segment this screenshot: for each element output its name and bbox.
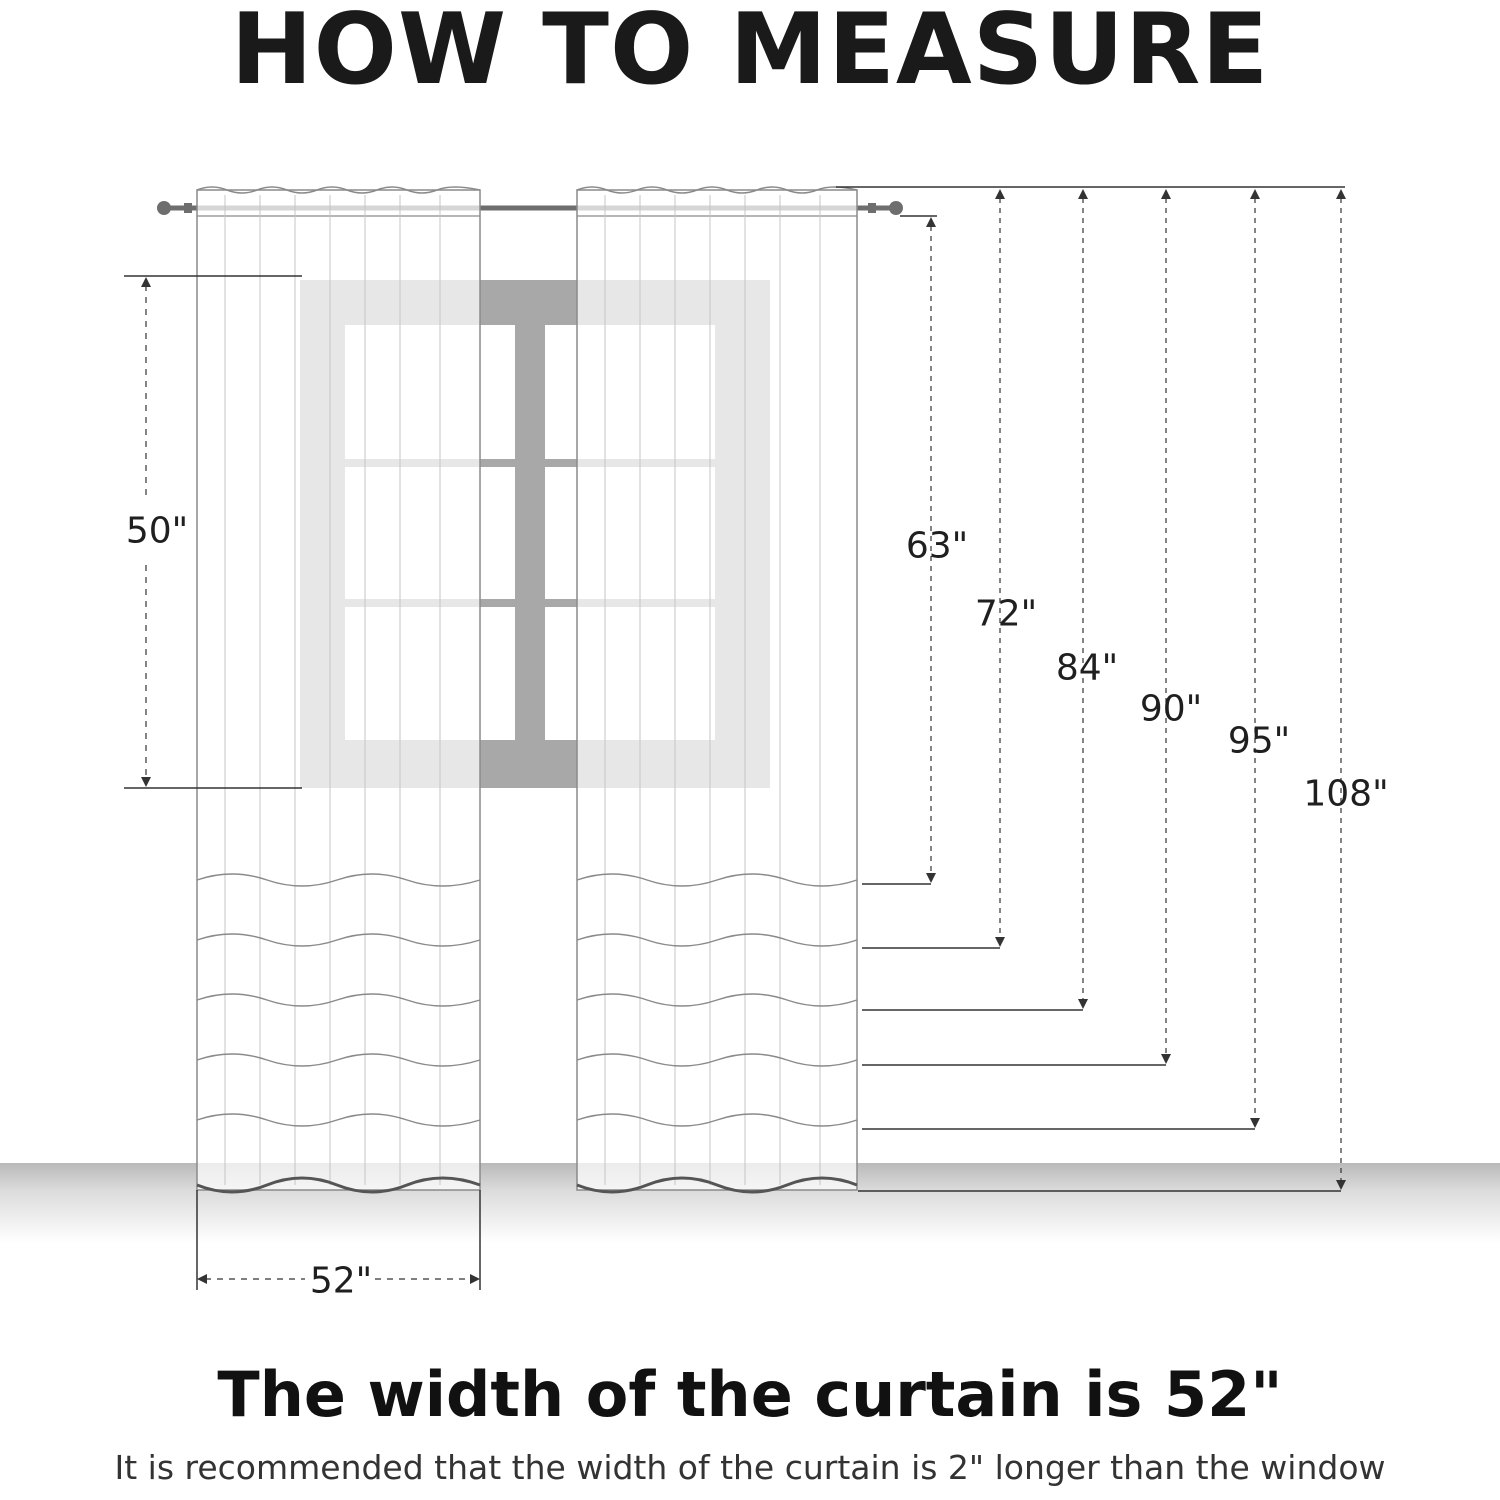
length-label-72: 72" <box>974 593 1038 635</box>
page-title: HOW TO MEASURE <box>230 0 1270 107</box>
curtain-width-label: 52" <box>309 1260 373 1302</box>
left-curtain-panel-icon <box>197 187 480 1192</box>
length-label-63: 63" <box>905 525 969 567</box>
length-label-95: 95" <box>1227 720 1291 762</box>
right-curtain-panel-icon <box>577 187 857 1192</box>
length-label-84: 84" <box>1055 647 1119 689</box>
length-dimensions <box>836 187 1346 1191</box>
window-height-label: 50" <box>125 510 189 552</box>
recommendation-note: It is recommended that the width of the curtain is 2" longer than the window <box>114 1448 1386 1487</box>
length-label-108: 108" <box>1303 773 1389 815</box>
length-label-90: 90" <box>1139 688 1203 730</box>
width-headline: The width of the curtain is 52" <box>217 1358 1283 1431</box>
